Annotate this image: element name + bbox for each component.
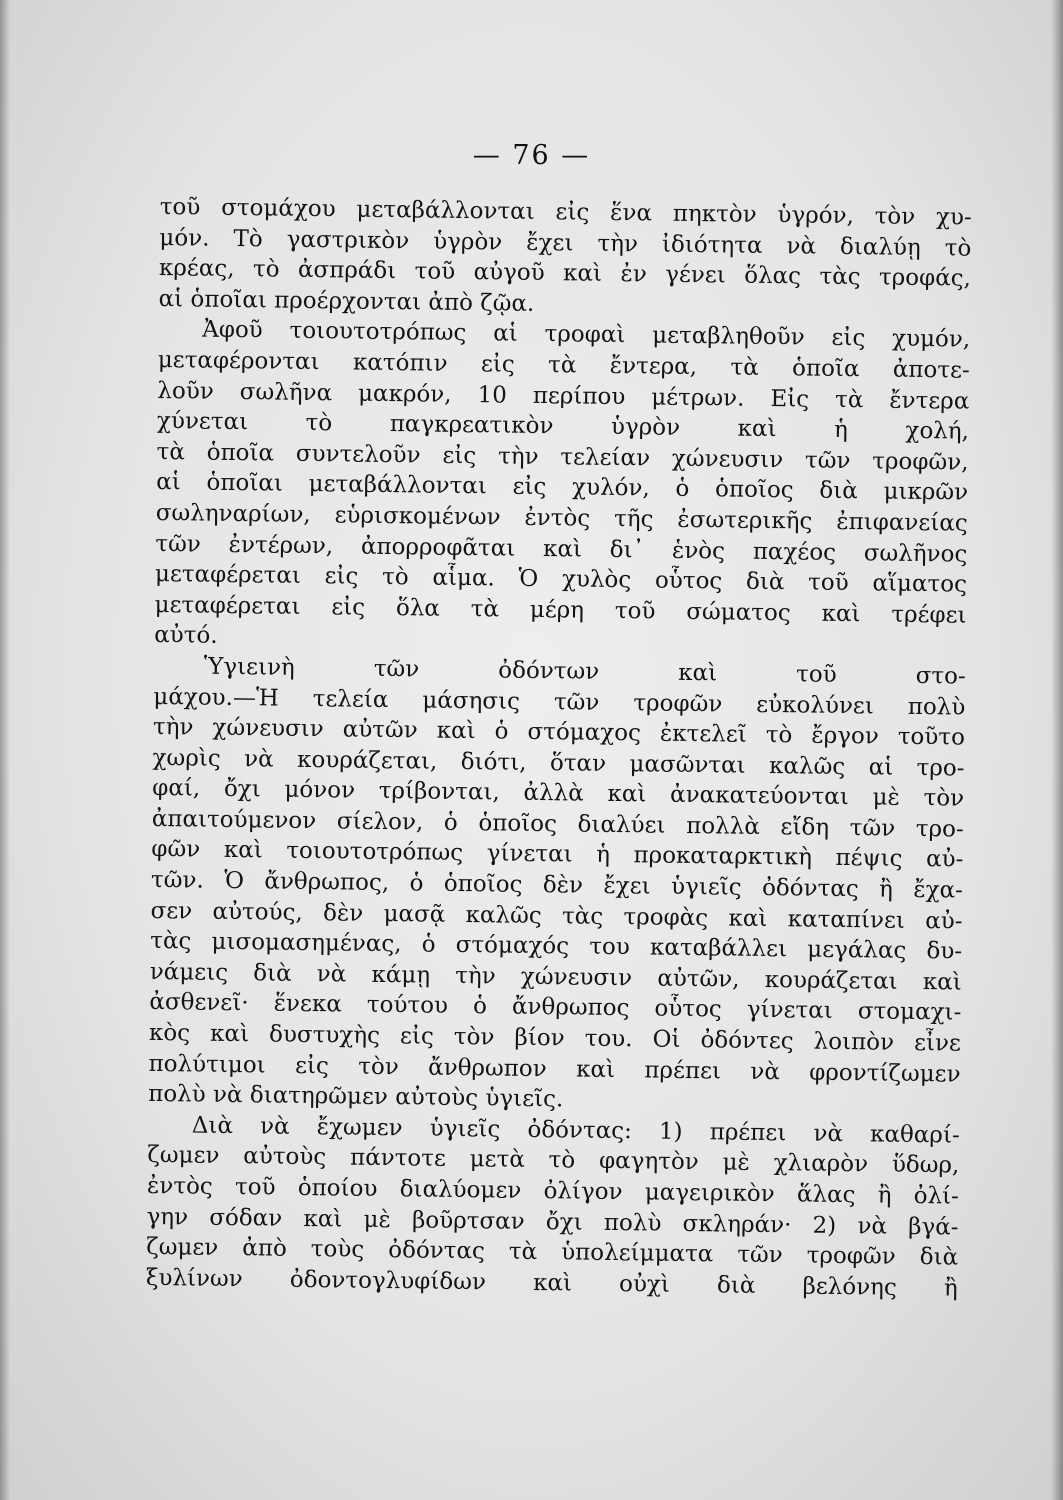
text-line: ξυλίνων ὀδοντογλυφίδων καὶ οὐχὶ διὰ βελόνης ἢ (145, 1264, 958, 1302)
text-line: αἱ ὁποῖαι μεταβάλλονται εἰς χυλόν, ὁ ὁποῖος διὰ μικρῶν (156, 469, 969, 506)
text-line: μάχου.—Ἡ τελεία μάσησις τῶν τροφῶν εὐκολύνει πολὺ (153, 683, 966, 721)
text-line: ζωμεν ἀπὸ τοὺς ὀδόντας τὰ ὑπολείμματα τῶν τροφῶν διὰ (146, 1234, 959, 1271)
text-line: τὰ ὁποῖα συντελοῦν εἰς τὴν τελείαν χώνευσιν τῶν τροφῶν, (156, 438, 969, 476)
text-line: σωληναρίων, εὑρισκομένων ἐντὸς τῆς ἐσωτερικῆς ἐπιφανείας (155, 499, 968, 537)
text-line: κὸς καὶ δυστυχὴς εἰς τὸν βίον του. Οἱ ὀδόντες λοιπὸν εἶνε (148, 1019, 962, 1057)
text-line: πολὺ νὰ διατηρῶμεν αὐτοὺς ὑγιεῖς. (148, 1081, 564, 1113)
text-line: ἀπαιτούμενον σίελον, ὁ ὁποῖος διαλύει πολλὰ εἴδη τῶν τρο- (151, 805, 964, 843)
text-line: μεταφέρονται κατόπιν εἰς τὰ ἔντερα, τὰ ὁποῖα ἀποτε- (157, 346, 970, 384)
scan-shadow-right (1051, 0, 1063, 1500)
text-line: πολύτιμοι εἰς τὸν ἄνθρωπον καὶ πρέπει νὰ φροντίζωμεν (148, 1050, 961, 1088)
text-line: ἀσθενεῖ· ἕνεκα τούτου ὁ ἄνθρωπος οὗτος γίνεται στομαχι- (149, 989, 962, 1026)
text-line: φαί, ὄχι μόνον τρίβονται, ἀλλὰ καὶ ἀνακατεύονται μὲ τὸν (152, 775, 965, 812)
text-line: τῶν ἐντέρων, ἀπορροφᾶται καὶ δι᾿ ἑνὸς παχέος σωλῆνος (155, 530, 968, 568)
text-line: μεταφέρεται εἰς ὅλα τὰ μέρη τοῦ σώματος καὶ τρέφει (154, 591, 967, 629)
text-line: λοῦν σωλῆνα μακρόν, 10 περίπου μέτρων. Εἰς τὰ ἔντερα (157, 377, 970, 415)
paragraph-start-line: Ἀφοῦ τοιουτοτρόπως αἱ τροφαὶ μεταβληθοῦν εἰς χυμόν, (202, 316, 971, 353)
text-line: χύνεται τὸ παγκρεατικὸν ὑγρὸν καὶ ἡ χολή, (156, 408, 970, 445)
text-line: μεταφέρεται εἰς τὸ αἷμα. Ὁ χυλὸς οὗτος διὰ τοῦ αἵματος (154, 561, 968, 598)
paragraph-start-line: Διὰ νὰ ἔχωμεν ὑγιεῖς ὀδόντας: 1) πρέπει νὰ καθαρί- (191, 1112, 960, 1149)
section-heading: Ὑγιεινὴ τῶν ὀδόντων καὶ τοῦ στο- (203, 653, 966, 690)
page-number: — 76 — (472, 140, 591, 171)
text-line: κρέας, τὸ ἀσπράδι τοῦ αὐγοῦ καὶ ἐν γένει ὅλας τὰς τροφάς, (158, 255, 972, 292)
text-line: τῶν. Ὁ ἄνθρωπος, ὁ ὁποῖος δὲν ἔχει ὑγιεῖς ὀδόντας ἢ ἔχα- (150, 867, 964, 904)
text-line: φῶν καὶ τοιουτοτρόπως γίνεται ἡ προκαταρκτικὴ πέψις αὐ- (151, 836, 964, 874)
text-line: νάμεις διὰ νὰ κάμῃ τὴν χώνευσιν αὐτῶν, κουράζεται καὶ (149, 958, 962, 996)
text-line: τὴν χώνευσιν αὐτῶν καὶ ὁ στόμαχος ἐκτελεῖ τὸ ἔργον τοῦτο (152, 714, 966, 751)
text-line: ἐντὸς τοῦ ὁποίου διαλύομεν ὀλίγον μαγειρικὸν ἅλας ἢ ὀλί- (146, 1172, 960, 1210)
text-line: χωρὶς νὰ κουράζεται, διότι, ὅταν μασῶνται καλῶς αἱ τρο- (152, 744, 965, 782)
text-line: τὰς μισομασημένας, ὁ στόμαχός του καταβάλλει μεγάλας δυ- (150, 928, 963, 965)
text-line: αἱ ὁποῖαι προέρχονται ἀπὸ ζῷα. (158, 285, 535, 317)
text-line: ζωμεν αὐτοὺς πάντοτε μετὰ τὸ φαγητὸν μὲ χλιαρὸν ὕδωρ, (147, 1142, 960, 1179)
scan-shadow-left (0, 0, 10, 1500)
text-line: μόν. Τὸ γαστρικὸν ὑγρὸν ἔχει τὴν ἰδιότητα νὰ διαλύῃ τὸ (159, 224, 972, 262)
text-line: γην σόδαν καὶ μὲ βοῦρτσαν ὄχι πολὺ σκληράν· 2) νὰ βγά- (146, 1203, 959, 1241)
text-line: αὐτό. (154, 622, 218, 650)
text-line: τοῦ στομάχου μεταβάλλονται εἰς ἕνα πηκτὸν ὑγρόν, τὸν χυ- (159, 193, 972, 231)
body-text (146, 192, 972, 1304)
text-line: σεν αὐτούς, δὲν μασᾷ καλῶς τὰς τροφὰς καὶ καταπίνει αὐ- (150, 897, 963, 935)
